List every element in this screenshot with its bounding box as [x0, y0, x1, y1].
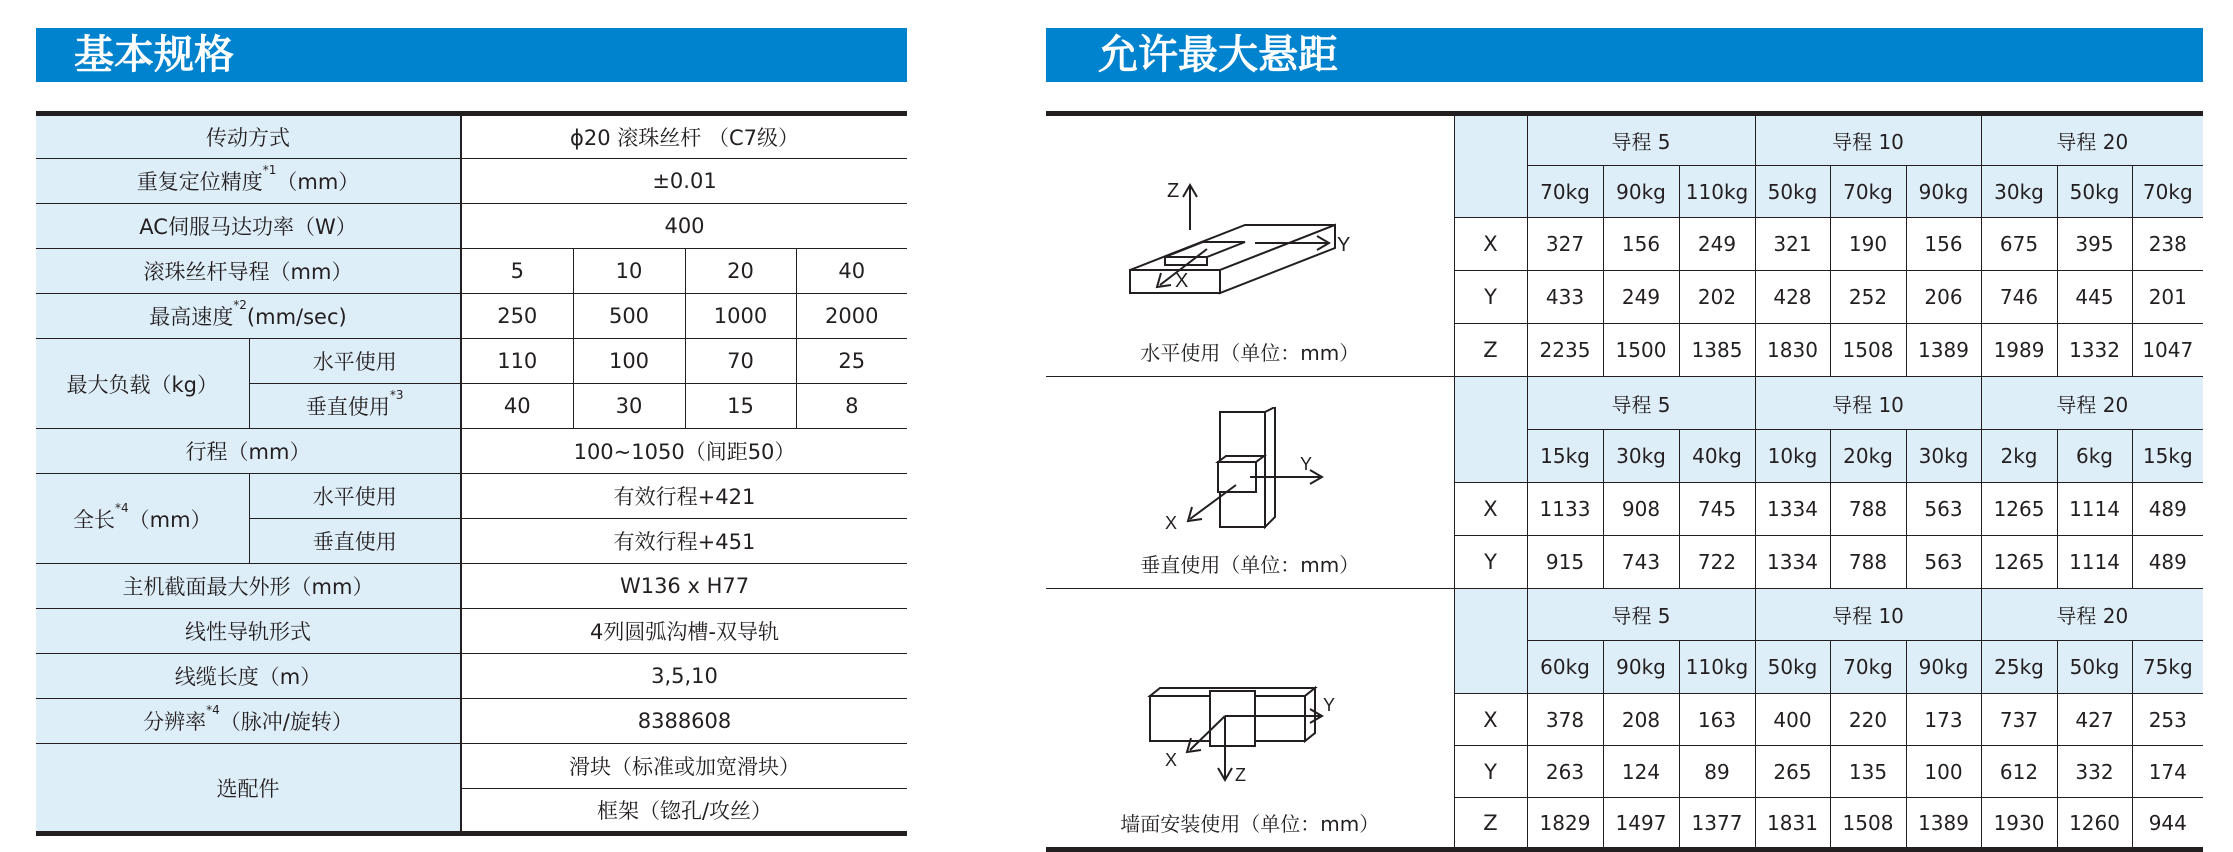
overhang-value: 746 — [1981, 271, 2057, 324]
load-header: 50kg — [2057, 166, 2132, 218]
overhang-value: 249 — [1603, 271, 1679, 324]
overhang-value: 201 — [2132, 271, 2203, 324]
load-header: 70kg — [2132, 166, 2203, 218]
table-row — [36, 249, 907, 294]
overhang-value: 263 — [1527, 746, 1603, 798]
table-row — [36, 699, 907, 744]
overhang-value: 1377 — [1679, 798, 1755, 850]
overhang-section-title — [1046, 28, 2203, 82]
lead-group-header: 导程 20 — [1981, 589, 2203, 641]
overhang-value: 378 — [1527, 694, 1603, 746]
overhang-value: 1500 — [1603, 324, 1679, 377]
stroke-value: 100~1050（间距50） — [461, 429, 907, 474]
overhang-value: 612 — [1981, 746, 2057, 798]
lead-group-header: 导程 20 — [1981, 377, 2203, 430]
y-axis-label: Y — [1299, 454, 1312, 474]
axis-label: Y — [1454, 536, 1527, 589]
overhang-value: 206 — [1906, 271, 1981, 324]
load-header: 50kg — [1755, 641, 1830, 694]
lead-value: 5 — [461, 249, 573, 294]
repeat-label-text: 重复定位精度 — [136, 170, 263, 194]
length-vertical-label: 垂直使用 — [249, 519, 461, 564]
load-header: 2kg — [1981, 430, 2057, 483]
footnote-marker: *4 — [206, 703, 220, 717]
load-header: 70kg — [1830, 166, 1906, 218]
overhang-value: 1829 — [1527, 798, 1603, 850]
axis-label: Y — [1454, 271, 1527, 324]
length-label-text: 全长 — [72, 507, 115, 532]
x-axis-label: X — [1164, 750, 1177, 770]
overhang-value: 163 — [1679, 694, 1755, 746]
payload-value: 70 — [685, 339, 796, 384]
payload-value: 100 — [573, 339, 685, 384]
overhang-value: 1114 — [2057, 483, 2132, 536]
table-row — [36, 294, 907, 339]
load-header: 40kg — [1679, 430, 1755, 483]
overhang-value: 400 — [1755, 694, 1830, 746]
x-axis-label: X — [1174, 270, 1189, 292]
lead-value: 10 — [573, 249, 685, 294]
length-horizontal-label: 水平使用 — [249, 474, 461, 519]
load-header: 90kg — [1603, 641, 1679, 694]
table-row — [36, 564, 907, 609]
table-row — [1046, 589, 2203, 641]
payload-value: 15 — [685, 384, 796, 429]
lead-group-header: 导程 5 — [1527, 589, 1755, 641]
unit-text: （mm） — [276, 170, 360, 194]
options-label: 选配件 — [36, 744, 461, 834]
axis-label: X — [1454, 694, 1527, 746]
lead-label: 滚珠丝杆导程（mm） — [36, 249, 461, 294]
overhang-value: 1133 — [1527, 483, 1603, 536]
overhang-value: 253 — [2132, 694, 2203, 746]
overhang-value: 202 — [1679, 271, 1755, 324]
table-row — [36, 654, 907, 699]
overhang-title-text: 允许最大悬距 — [1098, 32, 1338, 78]
table-row — [36, 429, 907, 474]
vertical-mount-diagram — [1150, 407, 1350, 537]
overhang-value: 737 — [1981, 694, 2057, 746]
spec-section-title — [36, 28, 907, 82]
overhang-value: 445 — [2057, 271, 2132, 324]
overhang-value: 1831 — [1755, 798, 1830, 850]
resolution-label — [36, 699, 461, 744]
overhang-value: 156 — [1603, 218, 1679, 271]
overhang-value: 1260 — [2057, 798, 2132, 850]
overhang-value: 433 — [1527, 271, 1603, 324]
payload-value: 110 — [461, 339, 573, 384]
table-row — [36, 744, 907, 789]
axis-label: Z — [1454, 324, 1527, 377]
overhang-value: 1385 — [1679, 324, 1755, 377]
overhang-value: 1265 — [1981, 483, 2057, 536]
load-header: 90kg — [1603, 166, 1679, 218]
axis-label: Y — [1454, 746, 1527, 798]
section-size-value: W136 x H77 — [461, 564, 907, 609]
overhang-value: 1389 — [1906, 324, 1981, 377]
overhang-value: 1334 — [1755, 536, 1830, 589]
overhang-value: 563 — [1906, 536, 1981, 589]
payload-value: 30 — [573, 384, 685, 429]
y-axis-label: Y — [1336, 234, 1351, 256]
overhang-value: 675 — [1981, 218, 2057, 271]
overhang-value: 124 — [1603, 746, 1679, 798]
resolution-label-text: 分辨率 — [143, 710, 207, 734]
axis-label: X — [1454, 483, 1527, 536]
overhang-value: 173 — [1906, 694, 1981, 746]
speed-value: 2000 — [796, 294, 907, 339]
max-payload-label: 最大负载（kg） — [36, 339, 249, 429]
axis-header-blank — [1454, 377, 1527, 483]
option-value: 滑块（标准或加宽滑块） — [461, 744, 907, 789]
load-header: 10kg — [1755, 430, 1830, 483]
overhang-value: 174 — [2132, 746, 2203, 798]
length-vertical-value: 有效行程+451 — [461, 519, 907, 564]
overhang-value: 1508 — [1830, 798, 1906, 850]
wall-mount-diagram — [1120, 666, 1380, 796]
speed-value: 1000 — [685, 294, 796, 339]
overhang-value: 1508 — [1830, 324, 1906, 377]
load-header: 15kg — [1527, 430, 1603, 483]
section-size-label: 主机截面最大外形（mm） — [36, 564, 461, 609]
overhang-value: 327 — [1527, 218, 1603, 271]
horizontal-use-cell — [1046, 114, 1454, 377]
table-row — [36, 204, 907, 249]
overhang-value: 156 — [1906, 218, 1981, 271]
overhang-value: 249 — [1679, 218, 1755, 271]
load-header: 70kg — [1527, 166, 1603, 218]
resolution-value: 8388608 — [461, 699, 907, 744]
payload-vertical-text: 垂直使用 — [305, 395, 390, 419]
payload-value: 8 — [796, 384, 907, 429]
overhang-value: 321 — [1755, 218, 1830, 271]
overhang-value: 915 — [1527, 536, 1603, 589]
overhang-value: 238 — [2132, 218, 2203, 271]
lead-value: 40 — [796, 249, 907, 294]
option-value: 框架（锪孔/攻丝） — [461, 789, 907, 834]
load-header: 30kg — [1981, 166, 2057, 218]
horizontal-mount-diagram — [1105, 175, 1395, 325]
motor-power-value: 400 — [461, 204, 907, 249]
speed-value: 250 — [461, 294, 573, 339]
repeat-accuracy-label — [36, 159, 461, 204]
load-header: 30kg — [1603, 430, 1679, 483]
overhang-value: 220 — [1830, 694, 1906, 746]
table-row — [36, 159, 907, 204]
overhang-value: 2235 — [1527, 324, 1603, 377]
drive-value: ϕ20 滚珠丝杆 （C7级） — [570, 126, 799, 150]
guide-type-label: 线性导轨形式 — [36, 609, 461, 654]
load-header: 50kg — [1755, 166, 1830, 218]
overhang-value: 428 — [1755, 271, 1830, 324]
overhang-value: 332 — [2057, 746, 2132, 798]
overhang-value: 89 — [1679, 746, 1755, 798]
stroke-label: 行程（mm） — [36, 429, 461, 474]
lead-group-header: 导程 5 — [1527, 114, 1755, 166]
payload-value: 25 — [796, 339, 907, 384]
speed-label-text: 最高速度 — [149, 305, 234, 329]
payload-vertical-label — [249, 384, 461, 429]
guide-type-value: 4列圆弧沟槽-双导轨 — [461, 609, 907, 654]
overall-length-label — [36, 474, 249, 564]
overhang-value: 1989 — [1981, 324, 2057, 377]
overhang-value: 788 — [1830, 483, 1906, 536]
wall-caption: 墙面安装使用（单位：mm） — [1120, 812, 1380, 836]
wall-mount-cell — [1046, 589, 1454, 850]
repeat-accuracy-value: ±0.01 — [461, 159, 907, 204]
load-header: 70kg — [1830, 641, 1906, 694]
table-row — [36, 474, 907, 519]
overhang-value: 252 — [1830, 271, 1906, 324]
overhang-value: 1389 — [1906, 798, 1981, 850]
footnote-marker: *3 — [389, 388, 404, 402]
horizontal-caption: 水平使用（单位：mm） — [1140, 341, 1360, 365]
load-header: 50kg — [2057, 641, 2132, 694]
table-row — [36, 114, 907, 159]
overhang-value: 1334 — [1755, 483, 1830, 536]
load-header: 6kg — [2057, 430, 2132, 483]
lead-group-header: 导程 10 — [1755, 589, 1981, 641]
load-header: 15kg — [2132, 430, 2203, 483]
table-row — [36, 609, 907, 654]
y-axis-label: Y — [1322, 695, 1335, 715]
overhang-value: 1047 — [2132, 324, 2203, 377]
load-header: 75kg — [2132, 641, 2203, 694]
load-header: 110kg — [1679, 641, 1755, 694]
load-header: 110kg — [1679, 166, 1755, 218]
payload-horizontal-label: 水平使用 — [249, 339, 461, 384]
z-axis-label: Z — [1166, 180, 1179, 202]
overhang-value: 743 — [1603, 536, 1679, 589]
lead-value: 20 — [685, 249, 796, 294]
overhang-value: 1497 — [1603, 798, 1679, 850]
overhang-value: 788 — [1830, 536, 1906, 589]
overhang-value: 489 — [2132, 483, 2203, 536]
overhang-value: 208 — [1603, 694, 1679, 746]
unit-text: （脉冲/旋转） — [219, 710, 353, 734]
cable-length-label: 线缆长度（m） — [36, 654, 461, 699]
motor-power-label: AC伺服马达功率（W） — [36, 204, 461, 249]
overhang-value: 190 — [1830, 218, 1906, 271]
length-horizontal-value: 有效行程+421 — [461, 474, 907, 519]
overhang-value: 745 — [1679, 483, 1755, 536]
overhang-value: 722 — [1679, 536, 1755, 589]
overhang-value: 944 — [2132, 798, 2203, 850]
footnote-marker: *2 — [233, 298, 247, 312]
load-header: 25kg — [1981, 641, 2057, 694]
unit-text: (mm/sec) — [246, 305, 347, 329]
max-speed-label — [36, 294, 461, 339]
load-header: 30kg — [1906, 430, 1981, 483]
table-row — [1046, 377, 2203, 430]
table-row — [36, 339, 907, 384]
load-header: 90kg — [1906, 641, 1981, 694]
unit-text: （mm） — [128, 507, 212, 532]
axis-header-blank — [1454, 114, 1527, 218]
lead-group-header: 导程 10 — [1755, 377, 1981, 430]
overhang-value: 395 — [2057, 218, 2132, 271]
cable-length-value: 3,5,10 — [461, 654, 907, 699]
overhang-value: 1265 — [1981, 536, 2057, 589]
footnote-marker: *1 — [262, 163, 277, 177]
overhang-value: 489 — [2132, 536, 2203, 589]
speed-value: 500 — [573, 294, 685, 339]
overhang-value: 1830 — [1755, 324, 1830, 377]
overhang-value: 1930 — [1981, 798, 2057, 850]
axis-label: X — [1454, 218, 1527, 271]
overhang-value: 1114 — [2057, 536, 2132, 589]
drive-label: 传动方式 — [36, 114, 461, 159]
overhang-value: 265 — [1755, 746, 1830, 798]
z-axis-label: Z — [1234, 765, 1246, 785]
overhang-value: 563 — [1906, 483, 1981, 536]
load-header: 20kg — [1830, 430, 1906, 483]
payload-value: 40 — [461, 384, 573, 429]
footnote-marker: *4 — [114, 500, 129, 515]
spec-table — [36, 111, 907, 836]
axis-header-blank — [1454, 589, 1527, 694]
axis-label: Z — [1454, 798, 1527, 850]
overhang-value: 135 — [1830, 746, 1906, 798]
lead-group-header: 导程 10 — [1755, 114, 1981, 166]
lead-group-header: 导程 5 — [1527, 377, 1755, 430]
overhang-value: 1332 — [2057, 324, 2132, 377]
vertical-caption: 垂直使用（单位：mm） — [1140, 553, 1360, 577]
overhang-value: 427 — [2057, 694, 2132, 746]
spec-title-text: 基本规格 — [74, 32, 234, 78]
table-row — [1046, 114, 2203, 166]
x-axis-label: X — [1164, 513, 1177, 533]
load-header: 90kg — [1906, 166, 1981, 218]
overhang-value: 908 — [1603, 483, 1679, 536]
overhang-table — [1046, 111, 2203, 852]
overhang-value: 100 — [1906, 746, 1981, 798]
lead-group-header: 导程 20 — [1981, 114, 2203, 166]
load-header: 60kg — [1527, 641, 1603, 694]
vertical-use-cell — [1046, 377, 1454, 589]
